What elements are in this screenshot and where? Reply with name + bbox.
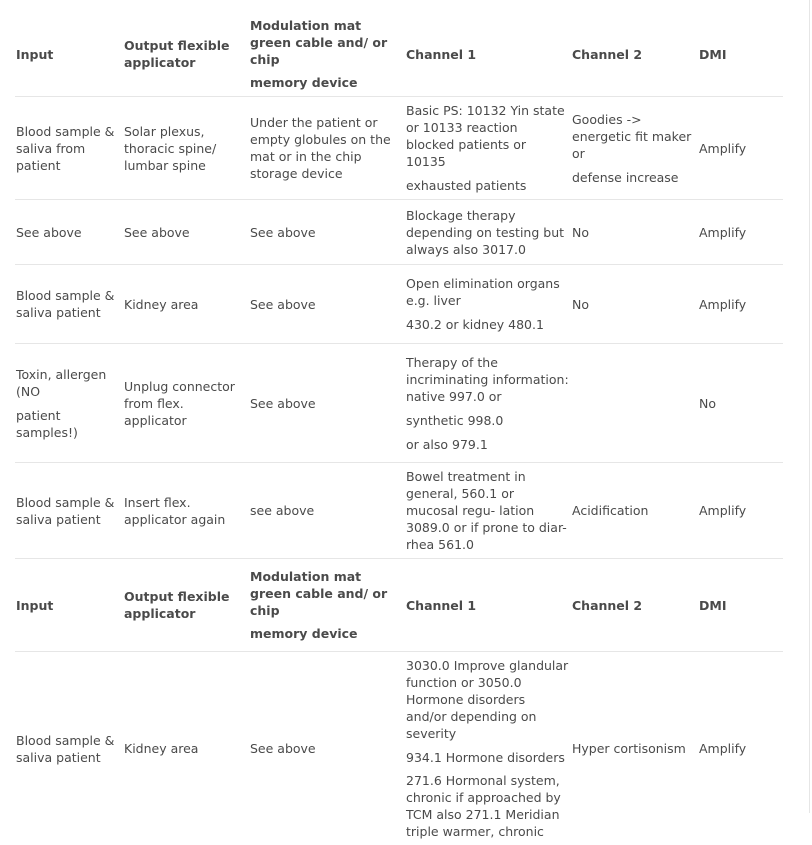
header-channel2: Channel 2 bbox=[571, 559, 698, 652]
cell-input: Blood sample & saliva patient bbox=[15, 652, 123, 845]
table-row bbox=[15, 265, 783, 344]
cell-output: Kidney area bbox=[123, 265, 249, 344]
cell-input-line: patient samples!) bbox=[16, 407, 121, 441]
cell-channel2-line: No bbox=[572, 224, 696, 241]
cell-channel1-line: 430.2 or kidney 480.1 bbox=[406, 316, 569, 333]
cell-channel1-line: Basic PS: 10132 Yin state or 10133 reaction blocked patients or 10135 bbox=[406, 102, 569, 170]
header-modulation bbox=[249, 559, 405, 652]
cell-channel2 bbox=[571, 652, 698, 845]
cell-dmi: No bbox=[698, 344, 783, 463]
page-right-border bbox=[809, 0, 810, 813]
cell-dmi: Amplify bbox=[698, 200, 783, 265]
cell-channel1 bbox=[405, 97, 571, 200]
header-input: Input bbox=[15, 12, 123, 97]
cell-channel1-line: Open elimination organs e.g. liver bbox=[406, 275, 569, 309]
cell-channel2 bbox=[571, 463, 698, 559]
table-row bbox=[15, 463, 783, 559]
header-channel1: Channel 1 bbox=[405, 559, 571, 652]
cell-channel1-line: Therapy of the incriminating information: native 997.0 or bbox=[406, 354, 569, 405]
cell-channel2-line: No bbox=[572, 296, 696, 313]
table-header-row bbox=[15, 12, 783, 97]
cell-channel1 bbox=[405, 652, 571, 845]
cell-dmi: Amplify bbox=[698, 463, 783, 559]
cell-channel1-line: Bowel treatment in general, 560.1 or mucosal regu- lation 3089.0 or if prone to diar- rhea 561.0 bbox=[406, 468, 569, 553]
header-modulation-line1: Modulation mat green cable and/ or chip bbox=[250, 17, 403, 68]
cell-channel1-line: exhausted patients bbox=[406, 177, 569, 194]
cell-dmi: Amplify bbox=[698, 652, 783, 845]
cell-output: Unplug connector from flex. applicator bbox=[123, 344, 249, 463]
cell-channel1 bbox=[405, 265, 571, 344]
cell-modulation: Under the patient or empty globules on the mat or in the chip storage device bbox=[249, 97, 405, 200]
cell-output: Solar plexus, thoracic spine/ lumbar spine bbox=[123, 97, 249, 200]
cell-input: See above bbox=[15, 200, 123, 265]
cell-channel2 bbox=[571, 200, 698, 265]
cell-channel2 bbox=[571, 97, 698, 200]
cell-channel2-line: Goodies -> energetic fit maker or bbox=[572, 111, 696, 162]
cell-output: Insert flex. applicator again bbox=[123, 463, 249, 559]
header-channel2: Channel 2 bbox=[571, 12, 698, 97]
cell-input bbox=[15, 344, 123, 463]
header-modulation bbox=[249, 12, 405, 97]
cell-channel2-line: Acidification bbox=[572, 502, 696, 519]
cell-dmi: Amplify bbox=[698, 265, 783, 344]
cell-modulation: See above bbox=[249, 344, 405, 463]
cell-channel2 bbox=[571, 265, 698, 344]
table-row bbox=[15, 200, 783, 265]
cell-dmi: Amplify bbox=[698, 97, 783, 200]
cell-modulation: See above bbox=[249, 652, 405, 845]
header-modulation-line2: memory device bbox=[250, 74, 403, 91]
header-dmi: DMI bbox=[698, 559, 783, 652]
cell-input: Blood sample & saliva from patient bbox=[15, 97, 123, 200]
header-modulation-line1: Modulation mat green cable and/ or chip bbox=[250, 568, 403, 619]
cell-channel2 bbox=[571, 344, 698, 463]
cell-output: Kidney area bbox=[123, 652, 249, 845]
header-output: Output flexible applicator bbox=[123, 559, 249, 652]
header-input: Input bbox=[15, 559, 123, 652]
cell-channel1-line: synthetic 998.0 bbox=[406, 412, 569, 429]
cell-output: See above bbox=[123, 200, 249, 265]
cell-channel1-line: or also 979.1 bbox=[406, 436, 569, 453]
cell-input: Blood sample & saliva patient bbox=[15, 463, 123, 559]
table-row bbox=[15, 652, 783, 845]
cell-input-line: Toxin, allergen (NO bbox=[16, 366, 121, 400]
cell-channel1-line: 271.6 Hormonal system, chronic if approached by TCM also 271.1 Meridian triple warmer, chronic bbox=[406, 772, 569, 840]
cell-input: Blood sample & saliva patient bbox=[15, 265, 123, 344]
header-output: Output flexible applicator bbox=[123, 12, 249, 97]
header-modulation-line2: memory device bbox=[250, 625, 403, 642]
therapy-table bbox=[15, 12, 783, 845]
header-channel1: Channel 1 bbox=[405, 12, 571, 97]
cell-channel1-line: Blockage therapy depending on testing but always also 3017.0 bbox=[406, 207, 569, 258]
header-dmi: DMI bbox=[698, 12, 783, 97]
table-header-row bbox=[15, 559, 783, 652]
cell-modulation: See above bbox=[249, 200, 405, 265]
cell-channel1 bbox=[405, 344, 571, 463]
cell-channel2-line: defense increase bbox=[572, 169, 696, 186]
cell-channel1-line: 3030.0 Improve glandular function or 3050.0 Hormone disorders and/or depending on severity bbox=[406, 657, 569, 742]
cell-modulation: See above bbox=[249, 265, 405, 344]
table-row bbox=[15, 344, 783, 463]
cell-channel1-line: 934.1 Hormone disorders bbox=[406, 749, 569, 766]
cell-channel2-line: Hyper cortisonism bbox=[572, 740, 696, 757]
cell-modulation: see above bbox=[249, 463, 405, 559]
table-row bbox=[15, 97, 783, 200]
cell-channel1 bbox=[405, 200, 571, 265]
cell-channel1 bbox=[405, 463, 571, 559]
